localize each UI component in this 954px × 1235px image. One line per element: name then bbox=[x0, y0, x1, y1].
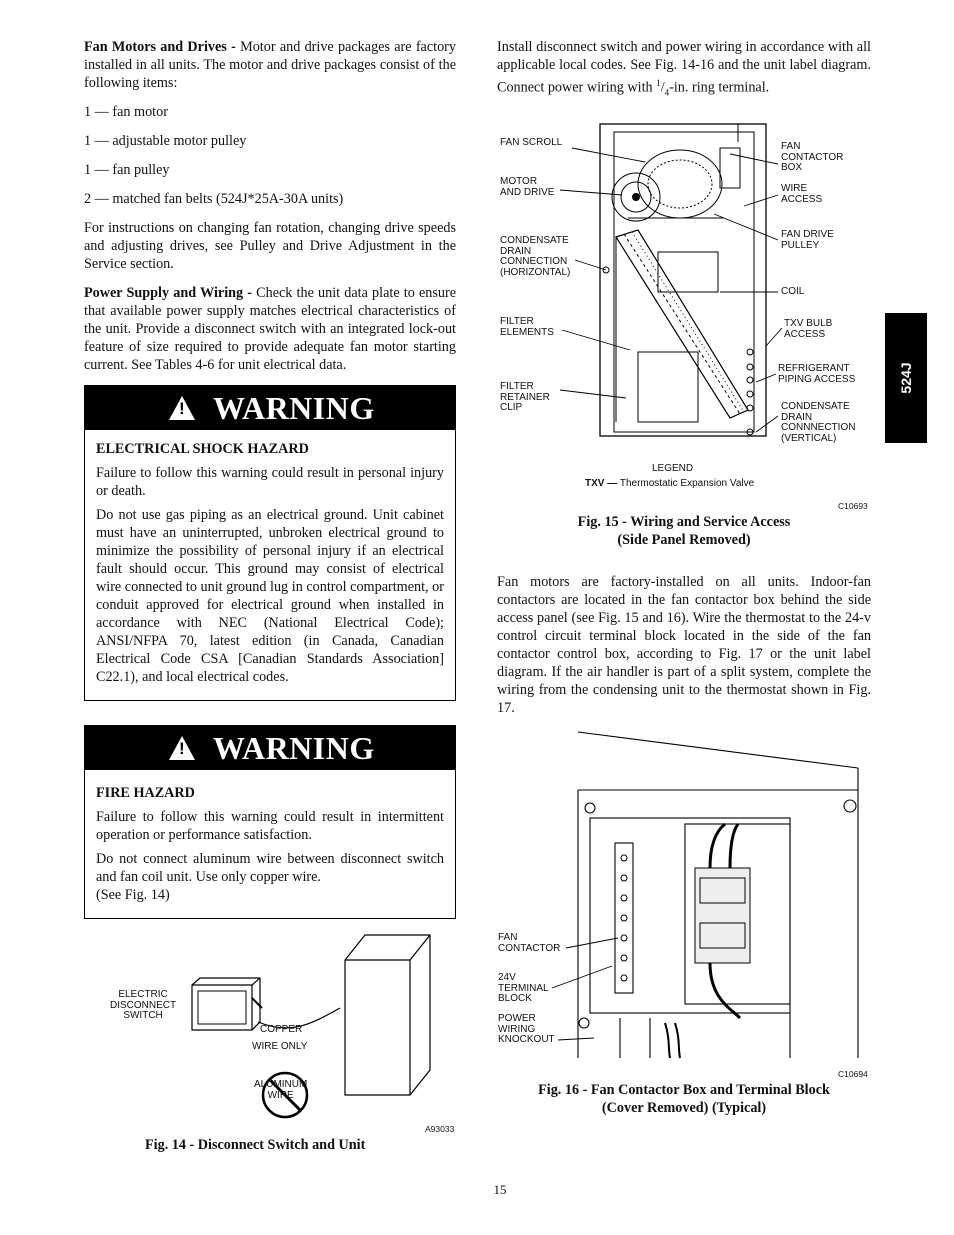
fraction-numerator: 1 bbox=[656, 78, 661, 88]
warning-title: WARNING bbox=[213, 390, 375, 426]
fig16-caption-line2: (Cover Removed) (Typical) bbox=[601, 1100, 767, 1116]
fig15-label-txv-bulb: TXV BULB ACCESS bbox=[784, 318, 833, 340]
fig14-label-aluminum: ALUMINUM WIRE bbox=[254, 1079, 308, 1101]
fig15-legend-entry bbox=[585, 479, 754, 490]
warning-text: Do not connect aluminum wire between disconnect switch and fan coil unit. Use only copper wire. bbox=[96, 851, 444, 885]
fig15-label-condensate-horizontal: CONDENSATE DRAIN CONNECTION (HORIZONTAL) bbox=[500, 235, 571, 278]
fig15-caption-line1: Fig. 15 - Wiring and Service Access bbox=[577, 514, 791, 530]
warning-box-electrical bbox=[84, 385, 456, 701]
fan-motors-paragraph bbox=[84, 38, 456, 92]
fig15-label-motor-drive: MOTOR AND DRIVE bbox=[500, 176, 555, 198]
warning-text: (See Fig. 14) bbox=[96, 887, 170, 903]
instructions-paragraph: For instructions on changing fan rotation, changing drive speeds and adjusting drives, see Pulley and Drive Adjustment in the Service section. bbox=[84, 220, 456, 272]
warning-triangle-icon: ! bbox=[169, 396, 195, 420]
power-supply-text: Check the unit data plate to ensure that available power supply matches electrical characteristics of the unit. Provide a disconnect switch with an integrated lock-out feature of size required to provide adequate fan motor starting current. See Tables 4-6 for unit electrical data. bbox=[84, 285, 456, 373]
fig15-label-condensate-vertical: CONDENSATE DRAIN CONNNECTION (VERTICAL) bbox=[781, 401, 856, 444]
fraction-denominator: 4 bbox=[664, 87, 670, 98]
fig15-legend-title: LEGEND bbox=[652, 463, 694, 474]
fig16-caption-line1: Fig. 16 - Fan Contactor Box and Terminal Block bbox=[538, 1082, 830, 1098]
right-column-para2 bbox=[497, 573, 871, 728]
fan-package-list bbox=[84, 103, 456, 208]
fig15-code: C10693 bbox=[838, 501, 868, 511]
fig14-code: A93033 bbox=[425, 1124, 455, 1134]
fig14-illustration bbox=[180, 930, 440, 1130]
warning-text: Failure to follow this warning could result in intermittent operation or performance satisfaction. bbox=[96, 809, 444, 843]
hazard-title: FIRE HAZARD bbox=[96, 785, 195, 801]
fig15-caption-line2: (Side Panel Removed) bbox=[617, 532, 751, 548]
section-tab bbox=[885, 313, 927, 443]
right-column bbox=[497, 38, 871, 113]
warning-header bbox=[85, 386, 455, 430]
list-item: 1 — fan motor bbox=[84, 104, 168, 120]
warning-title: WARNING bbox=[213, 730, 375, 766]
fig16-label-fan-contactor: FAN CONTACTOR bbox=[498, 932, 561, 954]
fig15-label-fan-drive-pulley: FAN DRIVE PULLEY bbox=[781, 229, 834, 251]
fig15-label-refrigerant: REFRIGERANT PIPING ACCESS bbox=[778, 363, 856, 385]
legend-abbr: TXV — bbox=[585, 478, 618, 489]
legend-text: Thermostatic Expansion Valve bbox=[619, 478, 755, 489]
fig15-label-filter-elements: FILTER ELEMENTS bbox=[500, 316, 554, 338]
fig15-label-fan-scroll: FAN SCROLL bbox=[500, 137, 563, 148]
fig16-caption bbox=[497, 1081, 871, 1117]
fig15-label-coil: COIL bbox=[781, 286, 805, 297]
fig16-label-knockout: POWER WIRING KNOCKOUT bbox=[498, 1013, 555, 1045]
warning-box-fire bbox=[84, 725, 456, 919]
fan-motors-heading: Fan Motors and Drives - bbox=[84, 39, 236, 55]
left-column bbox=[84, 38, 456, 919]
fig15-label-fan-contactor-box: FAN CONTACTOR BOX bbox=[781, 141, 844, 173]
fig16-code: C10694 bbox=[838, 1069, 868, 1079]
page-number: 15 bbox=[493, 1182, 507, 1197]
warning-text: Failure to follow this warning could result in personal injury or death. bbox=[96, 465, 444, 499]
fig15-label-wire-access: WIRE ACCESS bbox=[781, 183, 823, 205]
fig15-caption bbox=[497, 513, 871, 549]
section-tab-label: 524J bbox=[898, 362, 914, 394]
intro-paragraph: Install disconnect switch and power wiring in accordance with all applicable local codes. See Fig. 14-16 and the unit label diagram. Connect power wiring with $^1/_4-in$. ring terminal. bbox=[497, 39, 871, 98]
list-item: 2 — matched fan belts (524J*25A-30A units) bbox=[84, 191, 344, 207]
fig14-label-switch: ELECTRIC DISCONNECT SWITCH bbox=[110, 989, 177, 1021]
power-supply-paragraph bbox=[84, 284, 456, 374]
intro-end: -in. ring terminal. bbox=[669, 79, 770, 96]
fig14-label-wire-only: WIRE ONLY bbox=[252, 1041, 308, 1052]
fig15-label-filter-clip: FILTER RETAINER CLIP bbox=[500, 381, 550, 413]
power-supply-heading: Power Supply and Wiring - bbox=[84, 285, 252, 301]
list-item: 1 — adjustable motor pulley bbox=[84, 133, 247, 149]
warning-text: Do not use gas piping as an electrical ground. Unit cabinet must have an uninterrupted, unbroken electrical ground to minimize the possibility of personal injury if an electrical fault should occur. This ground may consist of electrical wire connected to unit ground lug in control compartment, or conduit approved for electrical ground when installed in accordance with NEC (National Electrical Code); ANSI/NFPA 70, latest edition (in Canada, Canadian Electrical Code CSA [Canadian Standards Association] C22.1), and local electrical codes. bbox=[96, 507, 444, 685]
hazard-title: ELECTRICAL SHOCK HAZARD bbox=[96, 441, 309, 457]
fig14-label-copper: COPPER bbox=[260, 1024, 303, 1035]
fig14-caption: Fig. 14 - Disconnect Switch and Unit bbox=[145, 1137, 366, 1153]
list-item: 1 — fan pulley bbox=[84, 162, 170, 178]
fan-motors-wiring-paragraph: Fan motors are factory-installed on all units. Indoor-fan contactors are located in the fan contactor box behind the side access panel (see Fig. 15 and 16). Wire the thermostat to the 24-v control circuit terminal block located in the side of the fan contactor control box, according to Fig. 17 or the unit label diagram. If the air handler is part of a split system, complete the wiring from the condensing unit to the thermostat shown in Fig. 17. bbox=[497, 574, 871, 716]
warning-triangle-icon: ! bbox=[169, 736, 195, 760]
intro-text: Install disconnect switch and power wiring in accordance with all applicable local codes. See Fig. 14-16 and the unit label diagram. Connect power wiring with bbox=[497, 39, 871, 96]
warning-header bbox=[85, 726, 455, 770]
fan-motors-text: Motor and drive packages are factory installed in all units. The motor and drive packages consist of the following items: bbox=[84, 39, 456, 91]
fig16-label-terminal-block: 24V TERMINAL BLOCK bbox=[498, 972, 549, 1004]
